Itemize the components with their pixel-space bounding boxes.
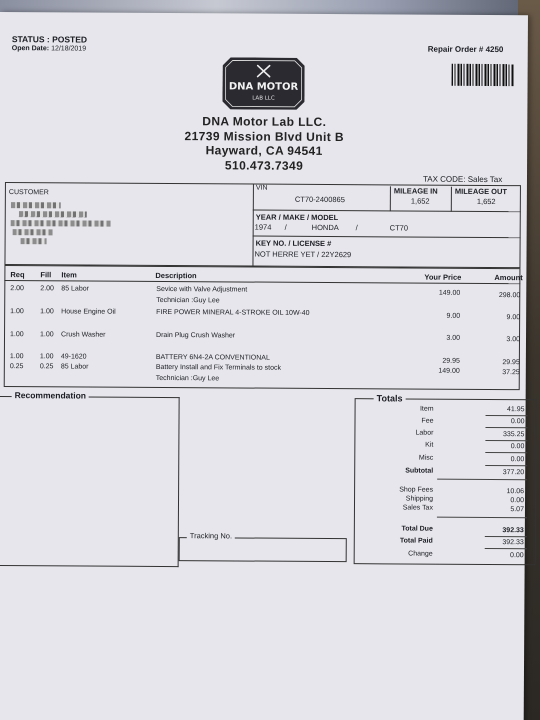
totals-change-label: Change: [408, 550, 433, 558]
col-item: Item: [61, 270, 77, 280]
mileage-in-value: 1,652: [410, 196, 430, 206]
vehicle-make: HONDA: [311, 222, 339, 233]
row-price: 9.00: [446, 312, 461, 320]
row-amount: 29.95: [502, 359, 520, 367]
logo-line1: DNA MOTOR: [228, 81, 299, 93]
totals-misc-value: 0.00: [510, 456, 525, 464]
row-description: Sevice with Valve Adjustment: [156, 285, 248, 294]
vehicle-model: CT70: [389, 223, 409, 233]
row-amount: 37.25: [502, 369, 520, 377]
row-description: BATTERY 6N4-2A CONVENTIONAL: [155, 353, 270, 362]
ymm-label: YEAR / MAKE / MODEL: [255, 212, 339, 223]
customer-redacted-line: [13, 229, 53, 235]
totals-sales-tax-value: 5.07: [510, 506, 524, 514]
key-license-value: NOT HERRE YET / 22Y2629: [254, 249, 352, 260]
col-description: Description: [155, 270, 197, 281]
company-name: DNA Motor Lab LLC.: [202, 114, 327, 129]
mileage-out-value: 1,652: [476, 196, 496, 207]
recommendation-box: [0, 396, 180, 567]
totals-total-due-value: 392.33: [502, 527, 524, 535]
totals-kit-value: 0.00: [510, 443, 525, 451]
row-technician: Technician :Guy Lee: [156, 296, 220, 305]
col-price: Your Price: [424, 272, 462, 282]
totals-total-due-label: Total Due: [401, 525, 433, 533]
totals-kit-label: Kit: [425, 441, 434, 449]
row-price: 29.95: [442, 357, 460, 365]
row-technician: Technician :Guy Lee: [155, 374, 220, 383]
row-fill: 1.00: [39, 353, 54, 361]
row-req: 1.00: [10, 331, 24, 339]
barcode-image: [452, 64, 514, 86]
mileage-in-label: MILEAGE IN: [393, 186, 438, 196]
company-address2: Hayward, CA 94541: [205, 143, 323, 158]
col-fill: Fill: [40, 270, 52, 280]
repair-order-number: Repair Order # 4250: [427, 44, 504, 55]
row-amount: 3.00: [506, 336, 521, 344]
open-date-label: Open Date:: [11, 45, 50, 53]
status-text: STATUS : POSTED: [11, 34, 88, 45]
totals-labor-value: 335.25: [502, 431, 525, 439]
tracking-box: [179, 537, 347, 562]
open-date-value: 12/18/2019: [51, 45, 87, 53]
totals-subtotal-value: 377.20: [502, 469, 525, 477]
customer-redacted-line: [21, 238, 47, 244]
row-price: 149.00: [438, 289, 461, 297]
totals-title: Totals: [374, 393, 406, 403]
row-item: Crush Washer: [61, 331, 106, 339]
totals-fee-value: 0.00: [510, 418, 525, 426]
totals-shop-fees-value: 10.06: [506, 488, 525, 496]
divider: [451, 187, 452, 212]
totals-total-paid-label: Total Paid: [399, 537, 433, 545]
vin-label: VIN: [255, 184, 268, 192]
company-logo: [222, 57, 304, 109]
totals-sales-tax-label: Sales Tax: [402, 504, 433, 512]
logo-line2: LAB LLC: [252, 95, 275, 102]
key-license-label: KEY NO. / LICENSE #: [255, 238, 332, 249]
company-address1: 21739 Mission Blvd Unit B: [184, 128, 344, 144]
row-description: FIRE POWER MINERAL 4-STROKE OIL 10W-40: [156, 308, 310, 317]
totals-shop-fees-label: Shop Fees: [399, 486, 434, 494]
row-item: 85 Labor: [61, 285, 89, 293]
totals-total-paid-value: 392.33: [502, 539, 524, 547]
row-item: 49-1620: [60, 353, 87, 361]
separator: /: [284, 222, 287, 232]
row-price: 149.00: [438, 367, 460, 375]
row-description: Battery Install and Fix Terminals to stock: [155, 363, 282, 372]
totals-labor-label: Labor: [415, 429, 434, 437]
mileage-out-label: MILEAGE OUT: [454, 186, 508, 197]
row-req: 1.00: [10, 308, 24, 316]
row-price: 3.00: [446, 334, 461, 342]
row-fill: 2.00: [40, 285, 54, 293]
repair-order-document: [0, 12, 528, 720]
totals-fee-label: Fee: [421, 417, 434, 425]
totals-item-label: Item: [419, 405, 434, 413]
divider: [390, 186, 391, 211]
col-amount: Amount: [494, 273, 523, 283]
customer-redacted-line: [11, 220, 111, 227]
vin-value: CT70-2400865: [294, 194, 345, 205]
customer-redacted-line: [11, 202, 61, 208]
vehicle-year: 1974: [254, 222, 272, 232]
customer-redacted-line: [19, 211, 87, 217]
company-block: [149, 114, 379, 173]
row-fill: 1.00: [40, 331, 54, 339]
totals-subtotal-label: Subtotal: [405, 467, 434, 475]
row-amount: 298.00: [498, 292, 521, 300]
row-req: 2.00: [10, 285, 24, 293]
row-amount: 9.00: [506, 314, 521, 322]
tracking-label: Tracking No.: [187, 531, 235, 540]
row-req: 0.25: [9, 363, 24, 371]
recommendation-label: Recommendation: [12, 390, 89, 400]
tax-code: TAX CODE: Sales Tax: [422, 174, 503, 185]
totals-misc-label: Misc: [418, 454, 434, 462]
open-date: [12, 45, 86, 52]
row-description: Drain Plug Crush Washer: [156, 331, 236, 340]
totals-change-value: 0.00: [510, 552, 524, 560]
row-fill: 0.25: [39, 363, 54, 371]
separator: /: [355, 223, 358, 233]
totals-item-value: 41.95: [507, 406, 525, 414]
row-item: House Engine Oil: [61, 308, 116, 316]
row-fill: 1.00: [40, 308, 54, 316]
totals-shipping-label: Shipping: [405, 495, 434, 503]
customer-label: CUSTOMER: [8, 189, 49, 197]
row-req: 1.00: [9, 353, 24, 361]
company-phone: 510.473.7349: [224, 157, 304, 173]
totals-shipping-value: 0.00: [510, 497, 525, 505]
col-req: Req: [10, 270, 25, 280]
row-item: 85 Labor: [60, 363, 89, 371]
